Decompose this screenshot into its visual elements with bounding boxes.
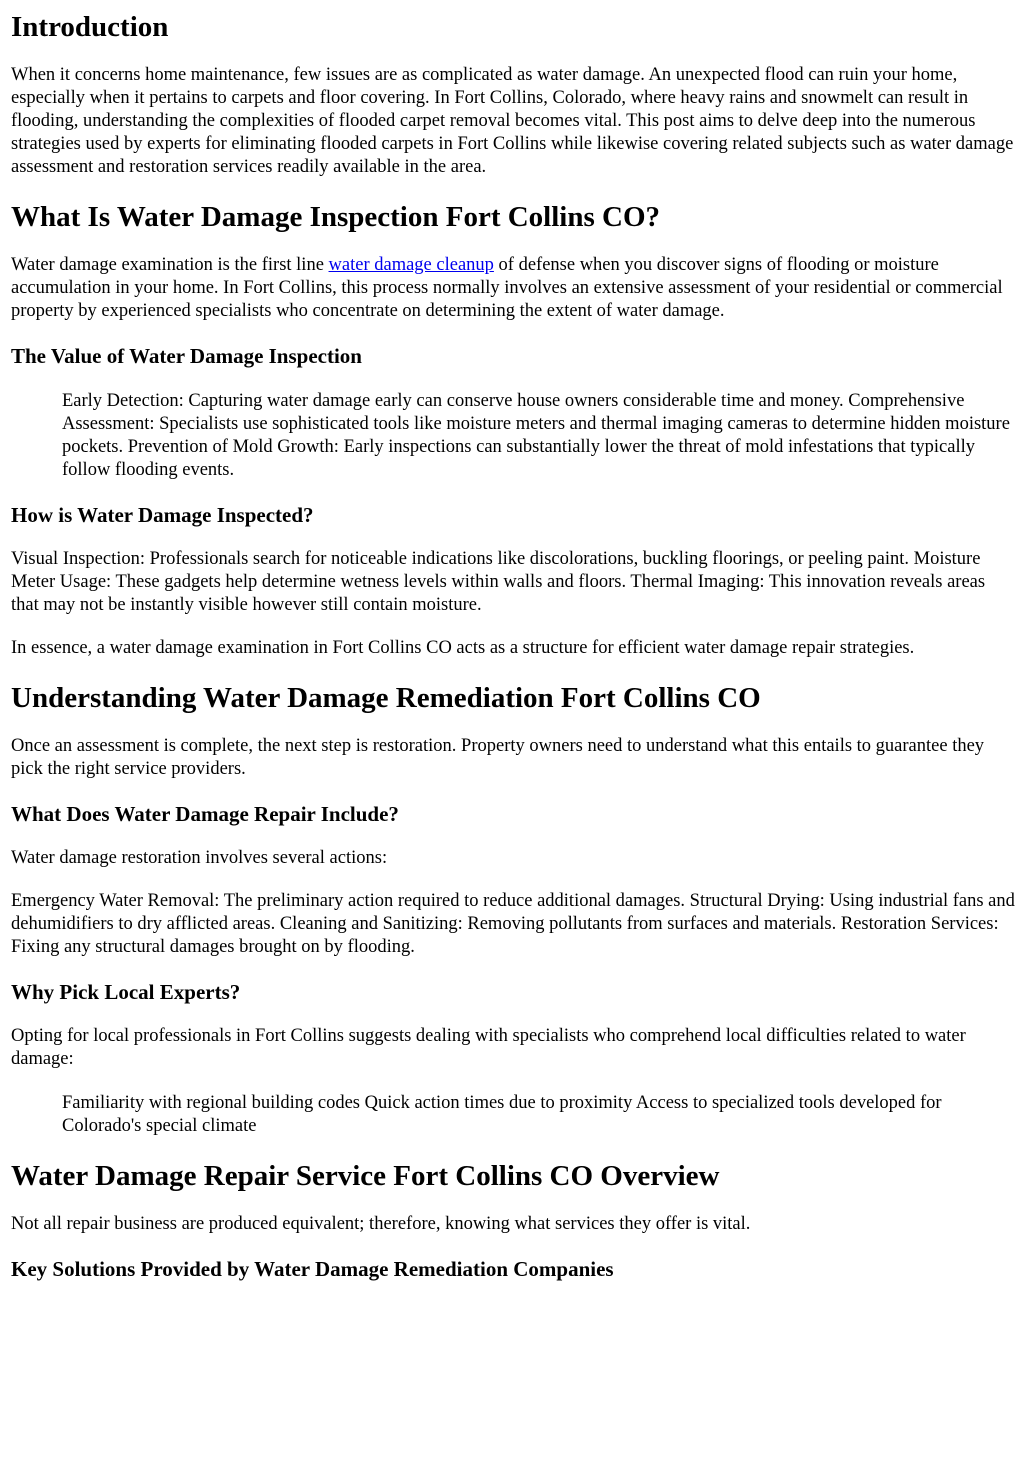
value-heading: The Value of Water Damage Inspection: [11, 344, 362, 368]
remediation-heading: Understanding Water Damage Remediation Fort Collins CO: [11, 682, 761, 714]
repair-include-paragraph: Emergency Water Removal: The preliminary action required to reduce additional damages. Structural Drying: Using industrial fans and dehumidifiers to dry afflicted areas. Cleaning and Sanitizing: Removing pollutants from surfaces and materials. Restoration Services: Fixing any structural damages brought on by flooding.: [11, 891, 1015, 957]
how-inspected-paragraph: Visual Inspection: Professionals search for noticeable indications like discolorations, buckling floorings, or peeling paint. Moisture Meter Usage: These gadgets help determine wetness levels within walls and floors. Thermal Imaging: This innovation reveals areas that may not be instantly visible however still contain moisture.: [11, 549, 986, 615]
intro-heading: Introduction: [11, 11, 169, 43]
repair-include-intro: Water damage restoration involves several actions:: [11, 848, 388, 868]
inspection-paragraph: [11, 254, 1016, 323]
essence-paragraph: In essence, a water damage examination in Fort Collins CO acts as a structure for efficient water damage repair strategies.: [11, 638, 915, 658]
overview-heading: Water Damage Repair Service Fort Collins CO Overview: [11, 1160, 720, 1192]
key-solutions-heading: Key Solutions Provided by Water Damage Remediation Companies: [11, 1257, 614, 1281]
remediation-paragraph: Once an assessment is complete, the next step is restoration. Property owners need to understand what this entails to guarantee they pick the right service providers.: [11, 736, 985, 779]
intro-paragraph: When it concerns home maintenance, few issues are as complicated as water damage. An unexpected flood can ruin your home, especially when it pertains to carpets and floor covering. In Fort Collins, Colorado, where heavy rains and snowmelt can result in flooding, understanding the complexities of flooded carpet removal becomes vital. This post aims to delve deep into the numerous strategies used by experts for eliminating flooded carpets in Fort Collins while likewise covering related subjects such as water damage assessment and restoration services readily available in the area.: [11, 65, 1014, 177]
local-experts-heading: Why Pick Local Experts?: [11, 980, 241, 1004]
repair-include-heading: What Does Water Damage Repair Include?: [11, 802, 399, 826]
article: [0, 11, 1024, 1282]
inspection-heading: What Is Water Damage Inspection Fort Collins CO?: [11, 201, 661, 233]
inspection-paragraph-start: Water damage examination is the first line: [11, 255, 329, 275]
water-damage-cleanup-link[interactable]: water damage cleanup: [328, 255, 494, 275]
local-experts-paragraph: Opting for local professionals in Fort Collins suggests dealing with specialists who comprehend local difficulties related to water damage:: [11, 1026, 966, 1069]
overview-paragraph: Not all repair business are produced equivalent; therefore, knowing what services they offer is vital.: [11, 1214, 751, 1234]
local-experts-quote: Familiarity with regional building codes Quick action times due to proximity Access to specialized tools developed for Colorado's special climate: [62, 1093, 942, 1136]
value-quote: Early Detection: Capturing water damage early can conserve house owners considerable time and money. Comprehensive Assessment: Specialists use sophisticated tools like moisture meters and thermal imaging cameras to determine hidden moisture pockets. Prevention of Mold Growth: Early inspections can substantially lower the threat of mold infestations that typically follow flooding events.: [62, 391, 1010, 480]
how-inspected-heading: How is Water Damage Inspected?: [11, 503, 314, 527]
inspection-paragraph-end: of defense when you discover signs of flooding or moisture accumulation in your home. In Fort Collins, this process normally involves an extensive assessment of your residential or commercial property by experienced specialists who concentrate on determining the extent of water damage.: [11, 255, 1003, 321]
